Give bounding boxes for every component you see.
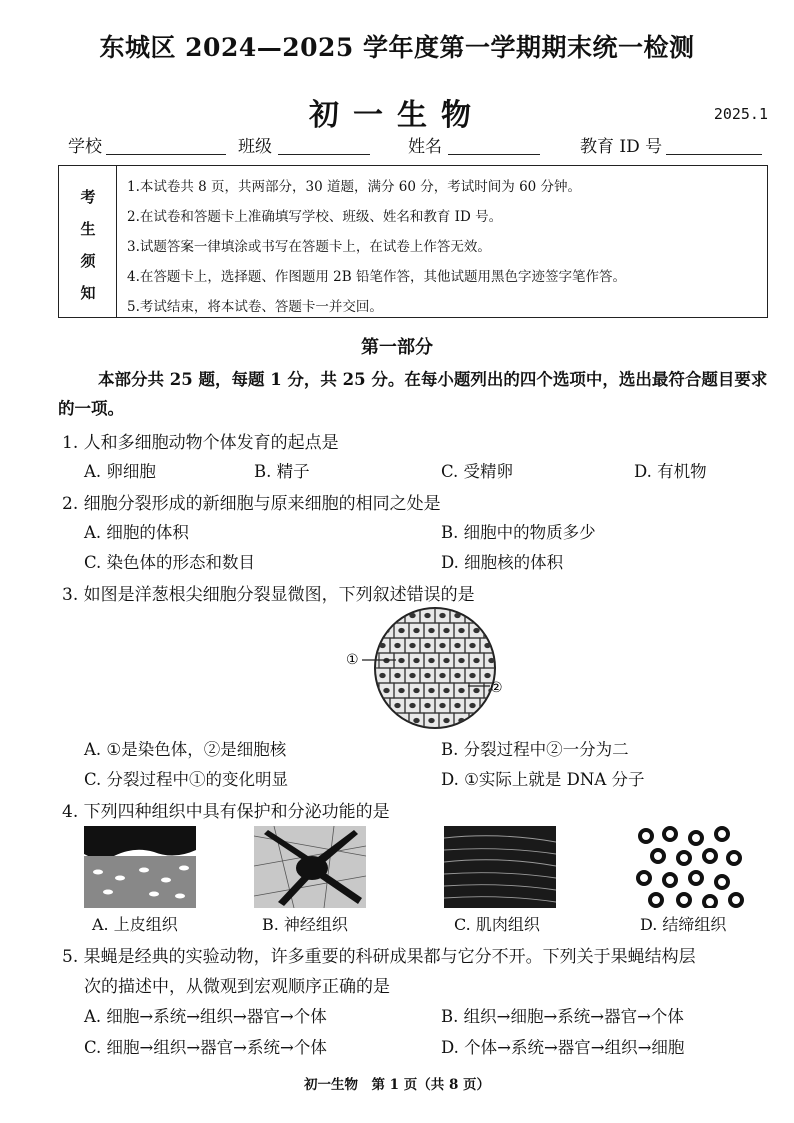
- nucleus: [394, 643, 400, 648]
- nucleus: [428, 658, 434, 663]
- nucleus: [484, 643, 490, 648]
- option-c[interactable]: C. 受精卵: [441, 462, 514, 481]
- cell: [484, 713, 499, 728]
- nucleus: [383, 688, 389, 693]
- nucleus: [469, 673, 475, 678]
- nucleus: [424, 673, 430, 678]
- nucleus: [424, 613, 430, 618]
- nucleus: [473, 688, 479, 693]
- nucleus: [428, 688, 434, 693]
- question-stem: 1. 人和多细胞动物个体发育的起点是: [62, 433, 339, 453]
- nerve-tissue-image: [254, 826, 366, 908]
- nucleus: [488, 628, 494, 633]
- nucleus: [413, 688, 419, 693]
- question-stem: 4. 下列四种组织中具有保护和分泌功能的是: [62, 802, 390, 822]
- cell: [375, 608, 390, 623]
- notice-label-char: 须: [80, 252, 96, 270]
- figure-label-1: ①: [346, 652, 359, 668]
- muscle-tissue-image: [444, 826, 556, 908]
- nucleus: [409, 613, 415, 618]
- exam-title: 东城区 2024—2025 学年度第一学期期末统一检测: [99, 33, 695, 62]
- notice-item: 2.在试卷和答题卡上准确填写学校、班级、姓名和教育 ID 号。: [127, 209, 503, 225]
- nucleus: [484, 613, 490, 618]
- nucleus: [413, 718, 419, 723]
- option-d[interactable]: D. ①实际上就是 DNA 分子: [441, 770, 645, 789]
- nucleus: [473, 658, 479, 663]
- question-stem: 5. 果蝇是经典的实验动物，许多重要的科研成果都与它分不开。下列关于果蝇结构层: [62, 947, 696, 967]
- question-stem: 2. 细胞分裂形成的新细胞与原来细胞的相同之处是: [62, 494, 441, 514]
- nucleus: [454, 643, 460, 648]
- option-d[interactable]: D. 个体→系统→器官→组织→细胞: [441, 1038, 685, 1057]
- part-heading: 第一部分: [361, 337, 433, 358]
- onion-root-tip-micrograph: [340, 606, 520, 730]
- nucleus: [454, 703, 460, 708]
- notice-label-char: 生: [80, 220, 96, 238]
- nucleus: [443, 628, 449, 633]
- option-c[interactable]: C. 肌肉组织: [454, 915, 540, 934]
- id-label: 教育 ID 号: [580, 137, 663, 157]
- name-field[interactable]: [448, 154, 540, 155]
- notice-item: 3.试题答案一律填涂或书写在答题卡上，在试卷上作答无效。: [127, 239, 491, 255]
- class-label: 班级: [238, 137, 272, 157]
- nucleus: [398, 688, 404, 693]
- nucleus: [398, 658, 404, 663]
- nucleus: [454, 613, 460, 618]
- nucleus: [428, 628, 434, 633]
- nucleus: [424, 703, 430, 708]
- nucleus: [439, 613, 445, 618]
- option-d[interactable]: D. 结缔组织: [640, 915, 727, 934]
- nucleus: [469, 643, 475, 648]
- option-b[interactable]: B. 组织→细胞→系统→器官→个体: [441, 1007, 684, 1026]
- nucleus: [484, 703, 490, 708]
- option-b[interactable]: B. 神经组织: [262, 915, 348, 934]
- option-b[interactable]: B. 精子: [254, 462, 310, 481]
- option-a[interactable]: A. 细胞的体积: [84, 523, 189, 542]
- nucleus: [413, 628, 419, 633]
- figure-label-2: ②: [490, 680, 503, 696]
- option-a[interactable]: A. 卵细胞: [84, 462, 156, 481]
- connective-tissue-image: [634, 826, 746, 908]
- option-b[interactable]: B. 分裂过程中②一分为二: [441, 740, 629, 759]
- nucleus: [379, 643, 385, 648]
- option-b[interactable]: B. 细胞中的物质多少: [441, 523, 596, 542]
- part-intro: 本部分共 25 题，每题 1 分，共 25 分。在每小题列出的四个选项中，选出最符合题目要求的一项。: [58, 370, 768, 418]
- exam-date: 2025.1: [713, 105, 768, 123]
- nucleus: [409, 643, 415, 648]
- nucleus: [394, 703, 400, 708]
- notice-label-char: 考: [80, 188, 96, 206]
- option-c[interactable]: C. 染色体的形态和数目: [84, 553, 256, 572]
- nucleus: [484, 673, 490, 678]
- nucleus: [443, 658, 449, 663]
- cell: [379, 713, 394, 728]
- notice-item: 5.考试结束，将本试卷、答题卡一并交回。: [127, 299, 383, 315]
- nucleus: [443, 718, 449, 723]
- option-a[interactable]: A. ①是染色体，②是细胞核: [84, 740, 287, 759]
- nucleus: [454, 673, 460, 678]
- nucleus: [428, 718, 434, 723]
- notice-item: 4.在答题卡上，选择题、作图题用 2B 铅笔作答，其他试题用黑色字迹签字笔作答。: [127, 269, 626, 285]
- option-c[interactable]: C. 细胞→组织→器官→系统→个体: [84, 1038, 327, 1057]
- nucleus: [439, 643, 445, 648]
- option-c[interactable]: C. 分裂过程中①的变化明显: [84, 770, 289, 789]
- option-a[interactable]: A. 上皮组织: [92, 915, 178, 934]
- nucleus: [398, 628, 404, 633]
- nucleus: [458, 658, 464, 663]
- notice-items: [127, 172, 626, 322]
- nucleus: [469, 613, 475, 618]
- nucleus: [424, 643, 430, 648]
- nucleus: [394, 613, 400, 618]
- option-d[interactable]: D. 有机物: [634, 462, 707, 481]
- nucleus: [439, 673, 445, 678]
- question-stem: 3. 如图是洋葱根尖细胞分裂显微图，下列叙述错误的是: [62, 585, 475, 605]
- nucleus: [488, 658, 494, 663]
- notice-label-column: [59, 166, 117, 317]
- epithelial-tissue-image: [84, 826, 196, 908]
- option-d[interactable]: D. 细胞核的体积: [441, 553, 564, 572]
- id-field[interactable]: [666, 154, 762, 155]
- nucleus: [409, 703, 415, 708]
- question-stem-continued: 次的描述中，从微观到宏观顺序正确的是: [84, 977, 390, 997]
- nucleus: [379, 703, 385, 708]
- nucleus: [469, 703, 475, 708]
- nucleus: [413, 658, 419, 663]
- nucleus: [394, 673, 400, 678]
- nucleus: [439, 703, 445, 708]
- notice-item: 1.本试卷共 8 页，共两部分，30 道题，满分 60 分，考试时间为 60 分钟。: [127, 179, 582, 195]
- nucleus: [379, 613, 385, 618]
- nucleus: [488, 718, 494, 723]
- notice-label-char: 知: [80, 284, 96, 302]
- option-a[interactable]: A. 细胞→系统→组织→器官→个体: [84, 1007, 327, 1026]
- page-footer: 初一生物 第 1 页（共 8 页）: [303, 1077, 491, 1093]
- nucleus: [409, 673, 415, 678]
- nucleus: [458, 628, 464, 633]
- nucleus: [443, 688, 449, 693]
- nucleus: [458, 688, 464, 693]
- school-field[interactable]: [106, 154, 226, 155]
- name-label: 姓名: [408, 137, 442, 157]
- nucleus: [379, 673, 385, 678]
- nucleus: [383, 718, 389, 723]
- class-field[interactable]: [278, 154, 370, 155]
- cell: [480, 608, 495, 623]
- school-label: 学校: [68, 137, 102, 157]
- nucleus: [473, 718, 479, 723]
- notice-box: [58, 165, 768, 318]
- nucleus: [473, 628, 479, 633]
- subject-title: 初一生物: [309, 98, 485, 133]
